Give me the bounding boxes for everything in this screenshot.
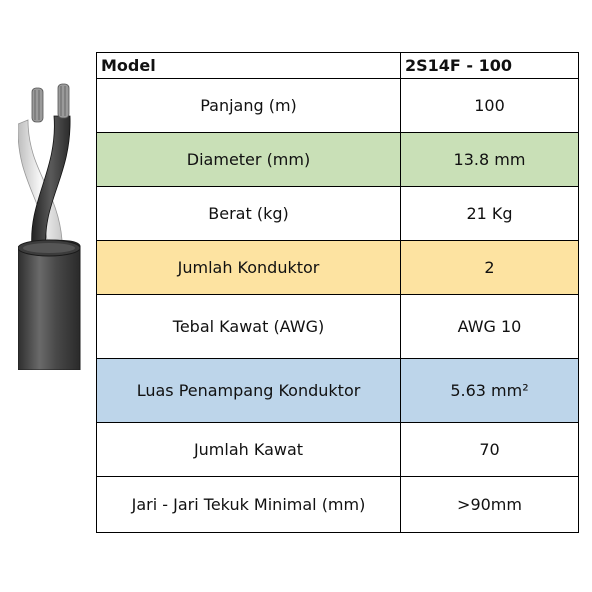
row-label: Luas Penampang Konduktor	[97, 359, 401, 423]
table-row	[97, 423, 579, 477]
header-value: 2S14F - 100	[401, 53, 579, 79]
row-label: Jari - Jari Tekuk Minimal (mm)	[97, 477, 401, 533]
header-label: Model	[97, 53, 401, 79]
table-row	[97, 133, 579, 187]
table-row	[97, 477, 579, 533]
row-value: 2	[401, 241, 579, 295]
spec-table	[96, 52, 579, 533]
row-label: Jumlah Konduktor	[97, 241, 401, 295]
row-value: 13.8 mm	[401, 133, 579, 187]
table-row	[97, 187, 579, 241]
row-value: AWG 10	[401, 295, 579, 359]
table-row	[97, 359, 579, 423]
row-label: Jumlah Kawat	[97, 423, 401, 477]
cable-icon	[18, 80, 88, 370]
table-row	[97, 241, 579, 295]
row-value: 70	[401, 423, 579, 477]
row-value: 21 Kg	[401, 187, 579, 241]
row-value: >90mm	[401, 477, 579, 533]
row-value: 100	[401, 79, 579, 133]
row-value: 5.63 mm²	[401, 359, 579, 423]
table-row	[97, 79, 579, 133]
row-label: Berat (kg)	[97, 187, 401, 241]
row-label: Diameter (mm)	[97, 133, 401, 187]
row-label: Panjang (m)	[97, 79, 401, 133]
row-label: Tebal Kawat (AWG)	[97, 295, 401, 359]
table-row	[97, 295, 579, 359]
table-header-row	[97, 53, 579, 79]
